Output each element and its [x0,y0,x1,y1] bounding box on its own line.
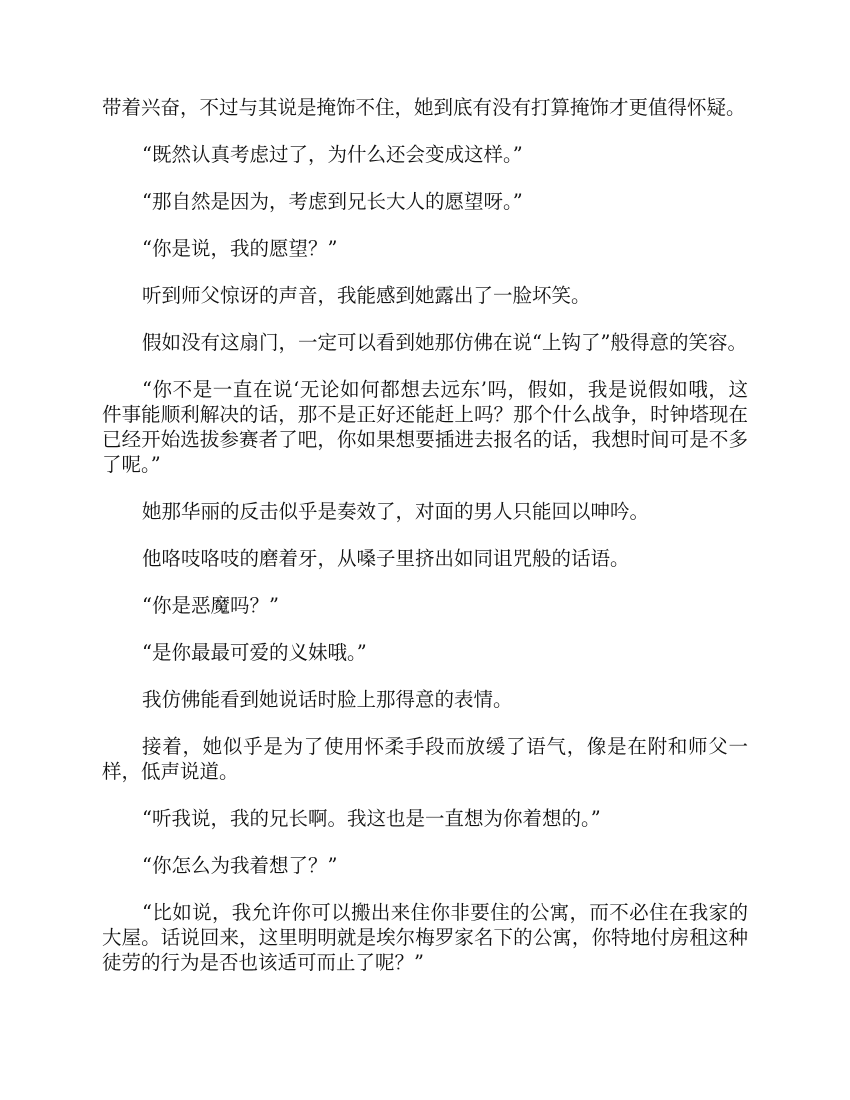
paragraph-14: “听我说，我的兄长啊。我这也是一直想为你着想的。” [142,807,601,830]
paragraph-2: “既然认真考虑过了，为什么还会变成这样。” [142,143,523,166]
paragraph-5: 听到师父惊讶的声音，我能感到她露出了一脸坏笑。 [142,284,591,307]
paragraph-3: “那自然是因为，考虑到兄长大人的愿望呀。” [142,190,523,213]
paragraph-9: 他咯吱咯吱的磨着牙，从嗓子里挤出如同诅咒般的话语。 [142,547,630,570]
paragraph-15: “你怎么为我着想了？” [142,854,338,877]
paragraph-12: 我仿佛能看到她说话时脸上那得意的表情。 [142,688,513,711]
paragraph-16: “比如说，我允许你可以搬出来住你非要住的公寓，而不必住在我家的大屋。话说回来，这里明明就是埃尔梅罗家名下的公寓，你特地付房租这种徒劳的行为是否也该适可而止了呢？” [102,901,748,974]
paragraph-11: “是你最最可爱的义妹哦。” [142,641,367,664]
paragraph-7: “你不是一直在说‘无论如何都想去远东’吗，假如，我是说假如哦，这件事能顺利解决的话，那不是正好还能赶上吗？那个什么战争，时钟塔现在已经开始选拔参赛者了吧，你如果想要插进去报名的话，我想时间可是不多了呢。” [102,378,748,476]
paragraph-6: 假如没有这扇门，一定可以看到她那仿佛在说“上钩了”般得意的笑容。 [142,331,747,354]
paragraph-8: 她那华丽的反击似乎是奏效了，对面的男人只能回以呻吟。 [142,500,650,523]
paragraph-10: “你是恶魔吗？” [142,594,279,617]
document-body [102,95,748,997]
paragraph-4: “你是说，我的愿望？” [142,237,338,260]
paragraph-13: 接着，她似乎是为了使用怀柔手段而放缓了语气，像是在附和师父一样，低声说道。 [102,735,748,783]
paragraph-1: 带着兴奋，不过与其说是掩饰不住，她到底有没有打算掩饰才更值得怀疑。 [102,96,746,119]
